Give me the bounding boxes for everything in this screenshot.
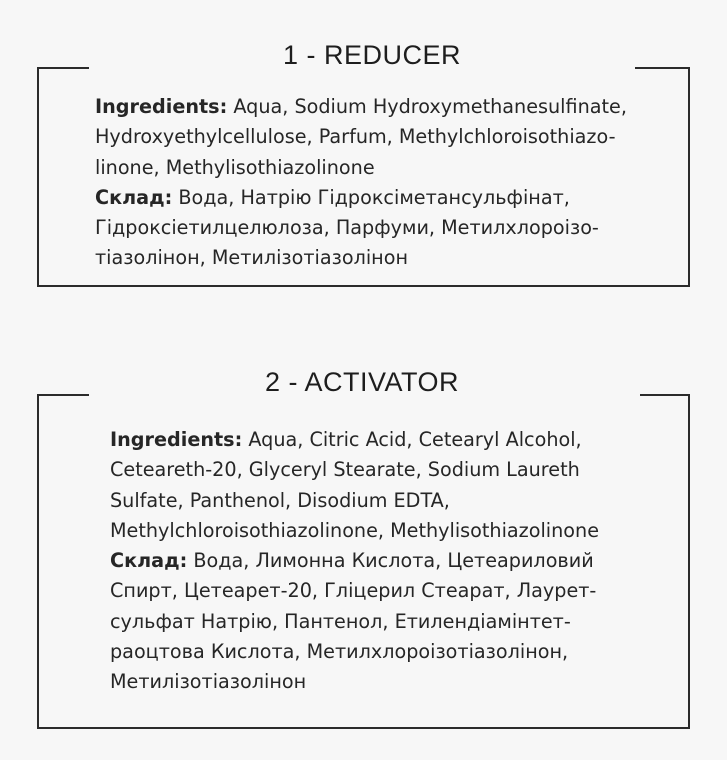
activator-sklad-line-1: Склад: Вода, Лимонна Кислота, Цетеариловий [110, 549, 594, 573]
activator-sklad-label: Склад: [110, 549, 188, 573]
activator-ingredients-line-1: Ingredients: Aqua, Citric Acid, Cetearyl Alcohol, [110, 428, 582, 451]
activator-sklad-line-3: сульфат Натрію, Пантенол, Етилендіамінтет- [110, 609, 571, 633]
reducer-sklad-line-1: Склад: Вода, Натрію Гідроксіметансульфінат, [95, 185, 570, 209]
activator-sklad-line-5: Метилізотіазолінон [110, 670, 307, 694]
activator-sklad-line-4: раоцтова Кислота, Метилхлороізотіазолінон, [110, 640, 569, 664]
reducer-sklad-label: Склад: [95, 185, 173, 209]
reducer-title: 1 - REDUCER [282, 40, 462, 70]
reducer-ingredients-line-3: linone, Methylisothiazolinone [95, 155, 375, 179]
activator-ingredients-label: Ingredients: [110, 428, 243, 451]
activator-ingredients-line-3: Sulfate, Panthenol, Disodium EDTA, [110, 488, 450, 512]
reducer-sklad-line-2: Гідроксіетилцелюлоза, Парфуми, Метилхлороізо- [95, 216, 599, 240]
activator-ingredients-line-2: Ceteareth-20, Glyceryl Stearate, Sodium Laureth [110, 458, 580, 482]
reducer-ingredients-line-1: Ingredients: Aqua, Sodium Hydroxymethanesulfinate, [95, 95, 627, 118]
activator-sklad-line-2: Спирт, Цетеарет-20, Гліцерил Стеарат, Лаурет- [110, 579, 597, 603]
reducer-ingredients-line-2: Hydroxyethylcellulose, Parfum, Methylchloroisothiazo- [95, 125, 616, 149]
activator-ingredients-line-4: Methylchloroisothiazolinone, Methylisothiazolinone [110, 518, 599, 542]
reducer-ingredients-label: Ingredients: [95, 95, 228, 118]
activator-content [110, 425, 599, 698]
activator-title: 2 - ACTIVATOR [264, 367, 460, 397]
reducer-content [95, 92, 627, 274]
reducer-sklad-line-3: тіазолінон, Метилізотіазолінон [95, 246, 409, 270]
